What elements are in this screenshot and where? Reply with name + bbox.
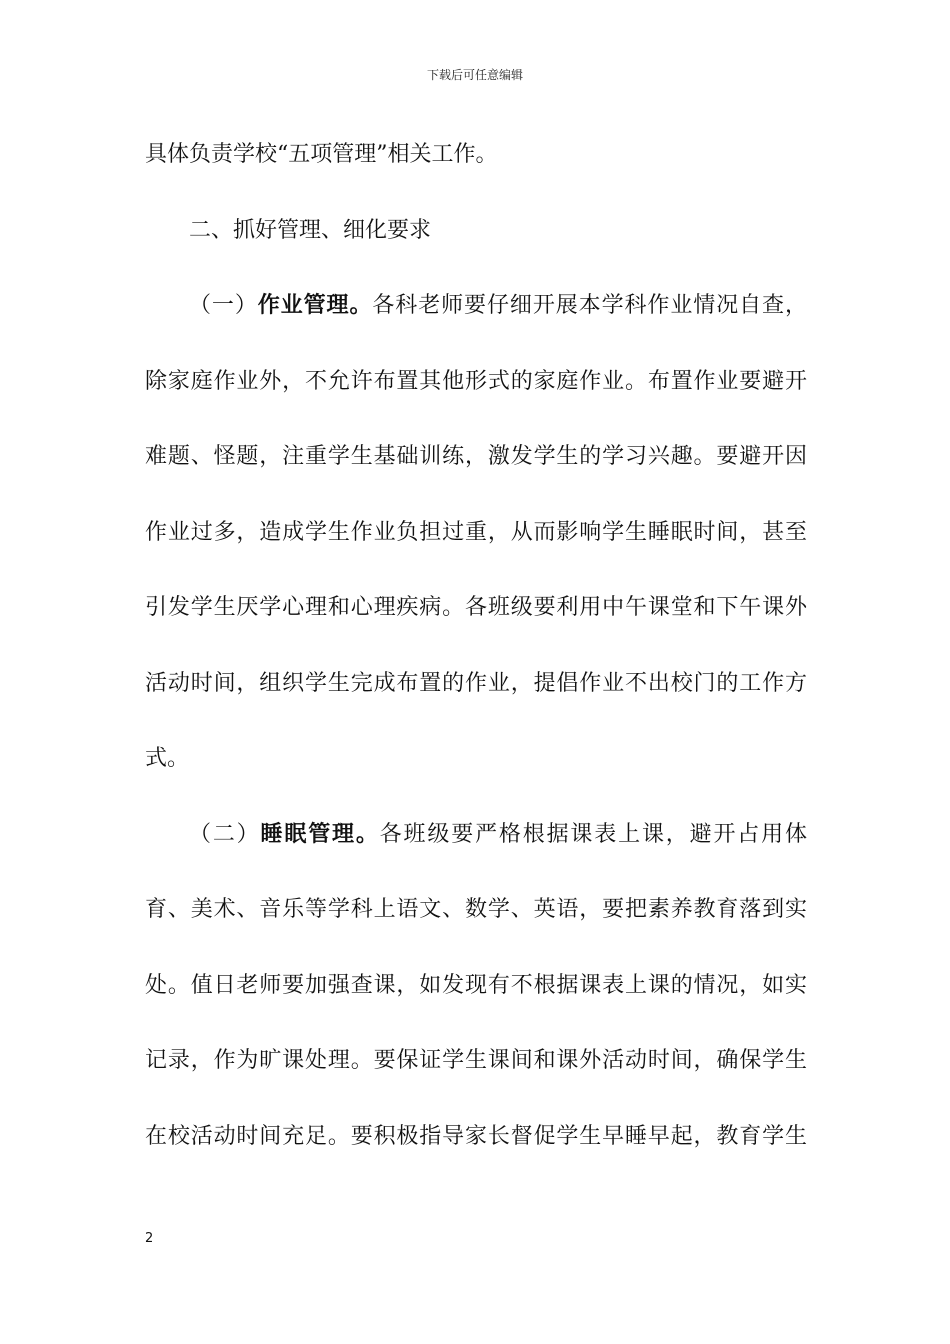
subsection-title-sleep: 睡眠管理。 bbox=[260, 820, 380, 847]
text-line: 记录，作为旷课处理。要保证学生课间和课外活动时间，确保学生 bbox=[145, 1048, 807, 1073]
subsection-number: （二） bbox=[189, 821, 261, 847]
text-segment: 各班级要严格根据课表上课，避开占用体 bbox=[379, 821, 807, 847]
subsection-line-homework bbox=[145, 268, 807, 344]
page-header: 下载后可任意编辑 bbox=[426, 68, 523, 82]
page-number: 2 bbox=[145, 1231, 154, 1246]
text-segment: 各科老师要仔细开展本学科作业情况自查， bbox=[372, 293, 807, 318]
section-heading: 二、抓好管理、细化要求 bbox=[189, 217, 432, 243]
subsection-number: （一） bbox=[189, 293, 258, 318]
subsection-line-sleep bbox=[145, 797, 807, 873]
text-line: 活动时间，组织学生完成布置的作业，提倡作业不出校门的工作方 bbox=[145, 670, 807, 696]
text-line: 作业过多，造成学生作业负担过重，从而影响学生睡眠时间，甚至 bbox=[145, 519, 807, 545]
text-line: 具体负责学校“五项管理”相关工作。 bbox=[145, 142, 498, 167]
document-body bbox=[145, 117, 807, 1174]
text-line: 难题、怪题，注重学生基础训练，激发学生的学习兴趣。要避开因 bbox=[145, 444, 807, 469]
subsection-title-homework: 作业管理。 bbox=[257, 292, 373, 318]
text-line: 引发学生厌学心理和心理疾病。各班级要利用中午课堂和下午课外 bbox=[145, 595, 807, 620]
text-line: 育、美术、音乐等学科上语文、数学、英语，要把素养教育落到实 bbox=[145, 897, 807, 922]
text-line: 式。 bbox=[145, 746, 190, 771]
text-line: 除家庭作业外，不允许布置其他形式的家庭作业。布置作业要避开 bbox=[145, 368, 807, 394]
text-line: 处。值日老师要加强查课，如发现有不根据课表上课的情况，如实 bbox=[145, 972, 807, 998]
text-line: 在校活动时间充足。要积极指导家长督促学生早睡早起，教育学生 bbox=[145, 1123, 807, 1149]
